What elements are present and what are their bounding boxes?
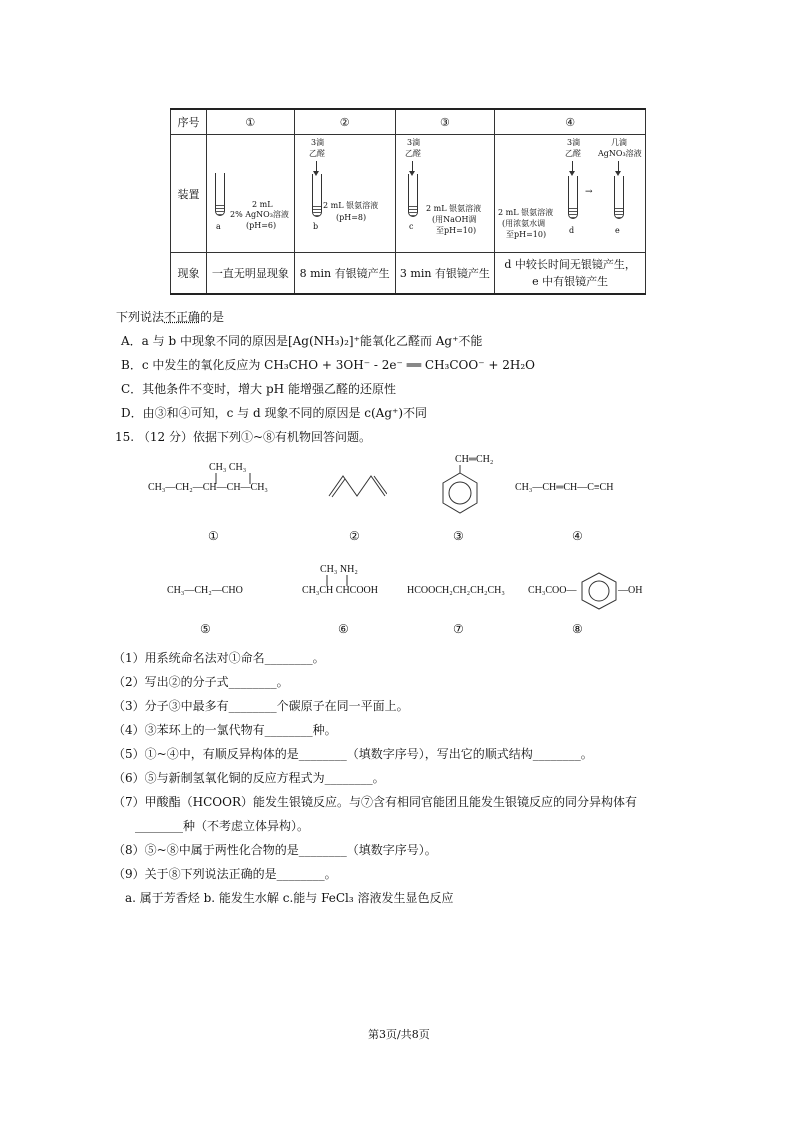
molecule-3-vinyl: CH═CH₂	[455, 454, 494, 465]
tube-a-label: a	[216, 222, 221, 231]
tube-c-arrow	[412, 161, 413, 173]
test-tube-c	[408, 174, 418, 217]
tube-d-arrow	[572, 161, 573, 173]
test-tube-d	[568, 176, 578, 219]
tube-b-ph: (pH=8)	[336, 213, 367, 222]
tube-b-arrow	[316, 161, 317, 173]
q14-stem: 下列说法不正确的是	[116, 310, 225, 324]
q15-sub-7: （7）甲酸酯（HCOOR）能发生银镜反应。与⑦含有相同官能团且能发生银镜反应的同分异构体有	[113, 795, 637, 809]
tube-b-drops: 3滴	[311, 138, 325, 147]
header-2: ②	[294, 109, 395, 135]
tube-e-reagent: AgNO₃溶液	[598, 149, 642, 158]
molecule-7-formula: HCOOCH₂CH₂CH₂CH₃	[407, 585, 505, 596]
tube-d-ph: 至pH=10)	[506, 230, 547, 239]
q14-option-a: A．a 与 b 中现象不同的原因是[Ag(NH₃)₂]⁺能氧化乙醛而 Ag⁺不能	[121, 334, 483, 348]
label-5: ⑤	[200, 622, 211, 636]
q15-sub-6: （6）⑤与新制氢氧化铜的反应方程式为________。	[113, 771, 385, 785]
q15-sub-5: （5）①~④中，有顺反异构体的是________（填数字序号），写出它的顺式结构________。	[113, 747, 593, 761]
label-1: ①	[208, 529, 219, 543]
tube-c-label: c	[409, 222, 414, 231]
q15-sub-2: （2）写出②的分子式________。	[113, 675, 289, 689]
molecule-6-groups: CH₃ NH₂	[320, 564, 358, 575]
tube-c-solution: 2 mL 银氨溶液	[426, 204, 482, 213]
row-label-device: 装置	[171, 135, 207, 253]
tube-a-ph: (pH=6)	[246, 221, 277, 230]
phenomenon-1: 一直无明显现象	[206, 253, 294, 295]
q15-sub-8: （8）⑤~⑧中属于两性化合物的是________（填数字序号）。	[113, 843, 437, 857]
label-8: ⑧	[572, 622, 583, 636]
tube-e-label: e	[615, 226, 620, 235]
row-label-phenomenon: 现象	[171, 253, 207, 295]
header-3: ③	[395, 109, 495, 135]
molecule-1-branches: CH₃ CH₃	[209, 462, 247, 473]
header-seq: 序号	[171, 109, 207, 135]
tube-b-reagent: 乙醛	[309, 149, 325, 158]
q15-sub-1: （1）用系统命名法对①命名________。	[113, 651, 325, 665]
transfer-arrow: →	[585, 187, 593, 197]
tube-a-volume: 2 mL	[252, 200, 273, 209]
molecule-5-formula: CH₃—CH₂—CHO	[167, 585, 243, 596]
tube-c-drops: 3滴	[407, 138, 421, 147]
tube-c-reagent: 乙醛	[405, 149, 421, 158]
header-1: ①	[206, 109, 294, 135]
tube-b-label: b	[313, 222, 319, 231]
label-7: ⑦	[453, 622, 464, 636]
test-tube-a	[215, 173, 225, 216]
q15-sub-9-options: a. 属于芳香烃 b. 能发生水解 c.能与 FeCl₃ 溶液发生显色反应	[125, 891, 454, 905]
tube-d-solution: 2 mL 银氨溶液	[498, 208, 554, 217]
tube-e-arrow	[618, 161, 619, 173]
q14-option-b: B．c 中发生的氧化反应为 CH₃CHO + 3OH⁻ - 2e⁻ ══ CH₃COO⁻ + 2H₂O	[121, 358, 535, 372]
molecule-1-chain: CH₃—CH₂—CH—CH—CH₃	[148, 482, 268, 493]
tube-e-drops: 几滴	[611, 138, 627, 147]
tube-b-solution: 2 mL 银氨溶液	[323, 201, 379, 210]
tube-c-naoh: (用NaOH调	[432, 215, 477, 224]
q14-option-c: C．其他条件不变时，增大 pH 能增强乙醛的还原性	[121, 382, 396, 396]
tube-a-solution: 2% AgNO₃溶液	[230, 210, 289, 219]
tube-d-ammonia: (用浓氨水调	[502, 219, 546, 228]
phenomenon-4: d 中较长时间无银镜产生， e 中有银镜产生	[495, 253, 646, 295]
q15-sub-9: （9）关于⑧下列说法正确的是________。	[113, 867, 337, 881]
tube-d-drops: 3滴	[567, 138, 581, 147]
phenomenon-3: 3 min 有银镜产生	[395, 253, 495, 295]
q15-title: 15. （12 分）依据下列①~⑧有机物回答问题。	[115, 430, 372, 444]
label-6: ⑥	[338, 622, 349, 636]
label-4: ④	[572, 529, 583, 543]
label-2: ②	[349, 529, 360, 543]
phenomenon-2: 8 min 有银镜产生	[294, 253, 395, 295]
q15-sub-4: （4）③苯环上的一氯代物有________种。	[113, 723, 337, 737]
test-tube-b	[312, 174, 322, 217]
molecule-8-acetate: CH₃COO—	[528, 585, 577, 596]
q14-option-d: D．由③和④可知，c 与 d 现象不同的原因是 c(Ag⁺)不同	[121, 406, 428, 420]
molecule-6-chain: CH₃CH CHCOOH	[302, 585, 378, 596]
tube-d-label: d	[569, 226, 575, 235]
molecule-4-formula: CH₃—CH═CH—C≡CH	[515, 482, 614, 493]
molecule-8-benzene-ring	[579, 571, 619, 611]
molecule-3-benzene-ring	[440, 465, 480, 521]
molecule-8-hydroxyl: —OH	[618, 585, 643, 596]
q15-sub-3: （3）分子③中最多有________个碳原子在同一平面上。	[113, 699, 409, 713]
tube-c-ph: 至pH=10)	[436, 226, 477, 235]
label-3: ③	[453, 529, 464, 543]
header-4: ④	[495, 109, 646, 135]
molecule-2-skeleton	[327, 470, 387, 500]
tube-d-reagent: 乙醛	[565, 149, 581, 158]
page-footer: 第3页/共8页	[368, 1028, 430, 1041]
test-tube-e	[614, 176, 624, 219]
q15-sub-7-cont: ________种（不考虑立体异构）。	[135, 819, 310, 833]
